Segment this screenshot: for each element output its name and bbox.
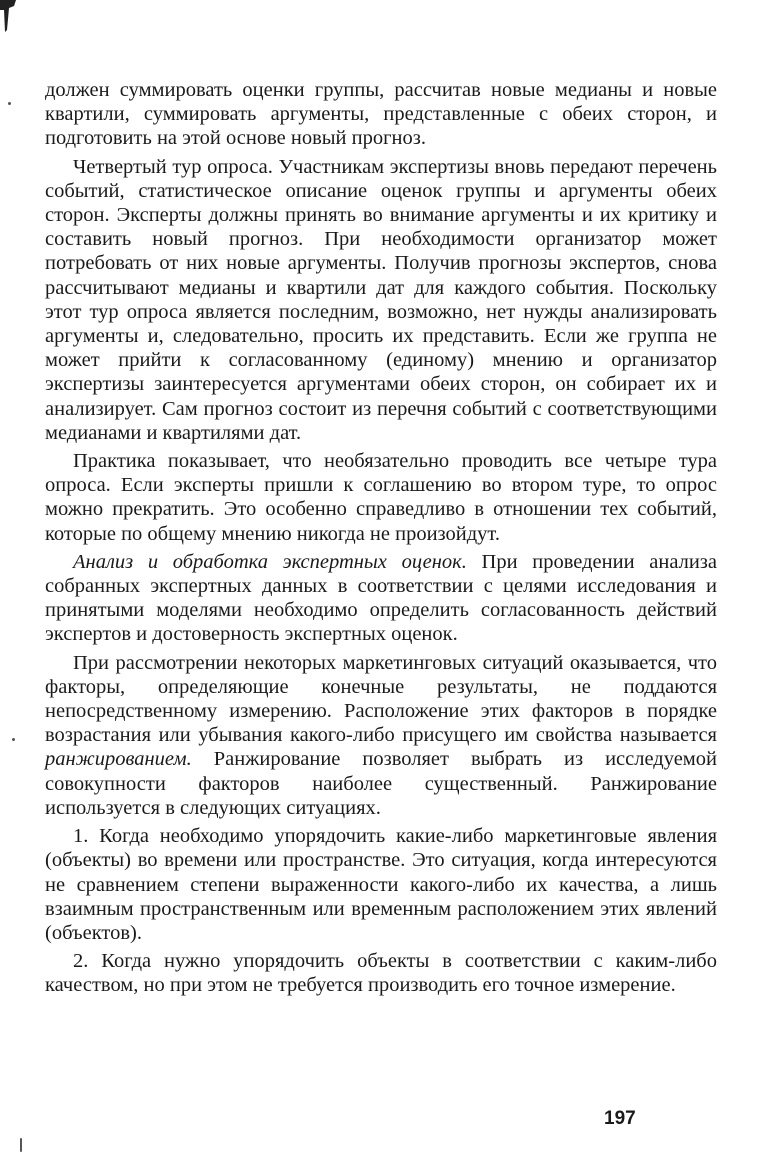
- paragraph: [45, 824, 717, 945]
- scan-corner-mark: [0, 0, 18, 46]
- paragraph: [45, 651, 717, 820]
- scan-speck-2: [12, 738, 15, 741]
- italic-term: ранжированием.: [45, 748, 192, 771]
- paragraph-text: 1. Когда необходимо упорядочить какие-либо маркетинговые явления (объекты) во времени или пространстве. Это ситуация, когда интересуются не сравнением степени выраженности какого-либо их качества, а лишь взаимным пространственным или временным расположением этих явлений (объектов).: [45, 825, 717, 944]
- paragraph-text: 2. Когда нужно упорядочить объекты в соответствии с каким-либо качеством, но при этом не требуется производить его точное измерение.: [45, 950, 717, 997]
- paragraph: [45, 155, 717, 445]
- paragraph: [45, 449, 717, 546]
- paragraph: [45, 550, 717, 647]
- paragraph-text: Четвертый тур опроса. Участникам экспертизы вновь передают перечень событий, статистическое описание оценок группы и аргументы обеих сторон. Эксперты должны принять во внимание аргументы и их критику и составить новый прогноз. При необходимости организатор может потребовать от них новые аргументы. Получив прогнозы экспертов, снова рассчитывают медианы и квартили дат для каждого события. Поскольку этот тур опроса является последним, возможно, нет нужды анализировать аргументы и, следовательно, просить их представить. Если же группа не может прийти к согласованному (единому) мнению и организатор экспертизы заинтересуется аргументами обеих сторон, он собирает их и анализирует. Сам прогноз состоит из перечня событий с соответствующими медианами и квартилями дат.: [45, 155, 717, 444]
- italic-term: Анализ и обработка экспертных оценок.: [73, 550, 467, 573]
- paragraph-text: должен суммировать оценки группы, рассчитав новые медианы и новые квартили, суммировать аргументы, представленные с обеих сторон, и подготовить на этой основе новый прогноз.: [45, 79, 717, 150]
- paragraph: [45, 78, 717, 151]
- paragraph-text: При проведении анализа собранных экспертных данных в соответствии с целями исследования и принятыми моделями необходимо определить согласованность действий экспертов и достоверность экспертных оценок.: [45, 550, 717, 646]
- paragraph-text: Ранжирование позволяет выбрать из исследуемой совокупности факторов наиболее существенный. Ранжирование используется в следующих ситуациях.: [45, 748, 717, 819]
- paragraph: [45, 949, 717, 997]
- page-number: 197: [604, 1108, 636, 1129]
- scan-speck-1: [8, 102, 11, 105]
- paragraph-text: Практика показывает, что необязательно проводить все четыре тура опроса. Если эксперты пришли к соглашению во втором туре, то опрос можно прекратить. Это особенно справедливо в отношении тех событий, которые по общему мнению никогда не произойдут.: [45, 450, 717, 545]
- scan-speck-3: [20, 1138, 22, 1152]
- page-body: [45, 78, 717, 998]
- paragraph-text: При рассмотрении некоторых маркетинговых ситуаций оказывается, что факторы, определяющие конечные результаты, не поддаются непосредственному измерению. Расположение этих факторов в порядке возрастания или убывания какого-либо присущего им свойства называется: [45, 651, 717, 747]
